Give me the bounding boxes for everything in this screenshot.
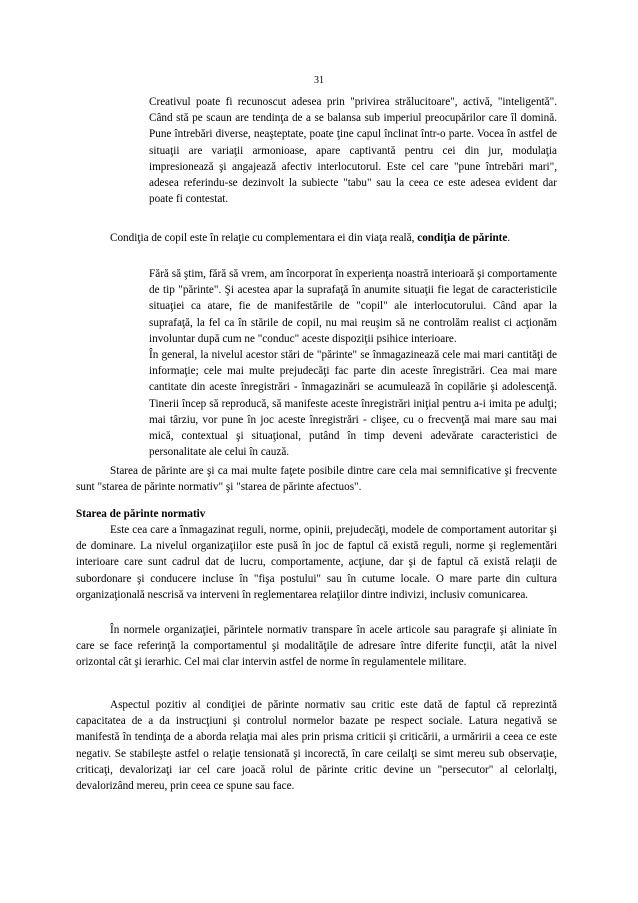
child-condition-end: . (507, 232, 511, 244)
child-condition-text: Condiţia de copil este în relaţie cu complementara ei din viaţa reală, (110, 232, 415, 244)
child-condition-bold: condiţia de părinte (417, 232, 508, 244)
paragraph-child-condition (76, 230, 557, 246)
page-number: 31 (314, 75, 324, 86)
section-heading-normative-parent: Starea de părinte normativ (76, 508, 206, 520)
paragraph-positive-aspect: Aspectul pozitiv al condiţiei de părinte normativ sau critic este dată de faptul că reprezintă capacitatea de a da instrucţiuni şi controlul normelor bazate pe respect sociale. Latura negativă se manifestă în tendinţa de a aborda relaţia mai ales prin prisma criticii şi criticării, a urmăririi a ceea ce este negativ. Se stabileşte astfel o relaţie tensionată şi incorectă, în care ceilalţi se simt mereu sub observaţie, criticaţi, devalorizaţi iar cel care joacă rolul de părinte critic devine un "persecutor" al celorlalţi, devalorizând mereu, prin ceea ce spune sau face. (76, 699, 557, 793)
paragraph-normative-definition: Este cea care a înmagazinat reguli, norme, opinii, prejudecăţi, modele de comportament autoritar şi de dominare. La nivelul organizaţiilor este pusă în joc de faptul că există reguli, norme şi reglementări interioare care sunt cadrul dat de lucru, comportamente, acţiune, dar şi de faptul că există relaţii de subordonare şi conducere incluse în "fişa postului" sau în cutume locale. O mare parte din cultura organizaţională nescrisă va interveni în reglementarea relaţiilor dintre indivizi, inclusiv comunicarea. (76, 524, 557, 601)
paragraph-organization-norms: În normele organizaţiei, părintele normativ transpare în acele articole sau paragrafe şi aliniate în care se face referinţă la comportamentul şi modalităţile de adresare între diferite funcţii, atât la nivel orizontal cât şi ierarhic. Cel mai clar intervin astfel de norme în regulamentele militare. (76, 624, 557, 669)
paragraph-general: În general, la nivelul acestor stări de "părinte" se înmagazinează cele mai mari cantităţi de informaţie; cele mai multe prejudecăţi fac parte din aceste înregistrări. Cea mai mare cantitate din aceste înregistrări - înmagazinări se acumulează în copilărie şi adolescenţă. Tinerii încep să reproducă, să manifeste aceste înregistrări iniţial pentru a-i imita pe adulţi; mai târziu, vor pune în joc aceste înregistrări - clişee, cu o frecvenţă mai mare sau mai mică, contextual şi situaţional, putând în timp deveni adevărate caracteristici de personalitate ale celui în cauză. (149, 349, 557, 459)
paragraph-creative: Creativul poate fi recunoscut adesea prin "privirea strălucitoare", activă, "inteligentă". Când stă pe scaun are tendinţa de a se balansa sub imperiul preocupărilor care îl domină. Pune întrebări diverse, neaşteptate, poate ţine capul înclinat într-o parte. Vocea în astfel de situaţii are variaţii armonioase, apare captivantă pentru cei din jur, modulaţia impresionează şi angajează afectiv interlocutorul. Este cel care "pune întrebări mari", adesea referindu-se dezinvolt la subiecte "tabu" sau la ceea ce este adesea evident dar poate fi contestat. (149, 96, 557, 206)
paragraph-unknowingly: Fără să ştim, fără să vrem, am încorporat în experienţa noastră interioară şi comportamente de tip "părinte". Şi acestea apar la suprafaţă în anumite situaţii fie legat de caracteristicile situaţiei ca atare, fie de manifestările de "copil" ale interlocutorului. Când apar la suprafaţă, la fel ca în stările de copil, nu mai reuşim să ne controlăm realist ci acţionăm involuntar după cum ne "conduc" aceste dispoziţii psihice interioare. (149, 268, 557, 345)
paragraph-parent-state: Starea de părinte are şi ca mai multe faţete posibile dintre care cela mai semnificative şi frecvente sunt "starea de părinte normativ" şi "starea de părinte afectuos". (76, 465, 557, 494)
